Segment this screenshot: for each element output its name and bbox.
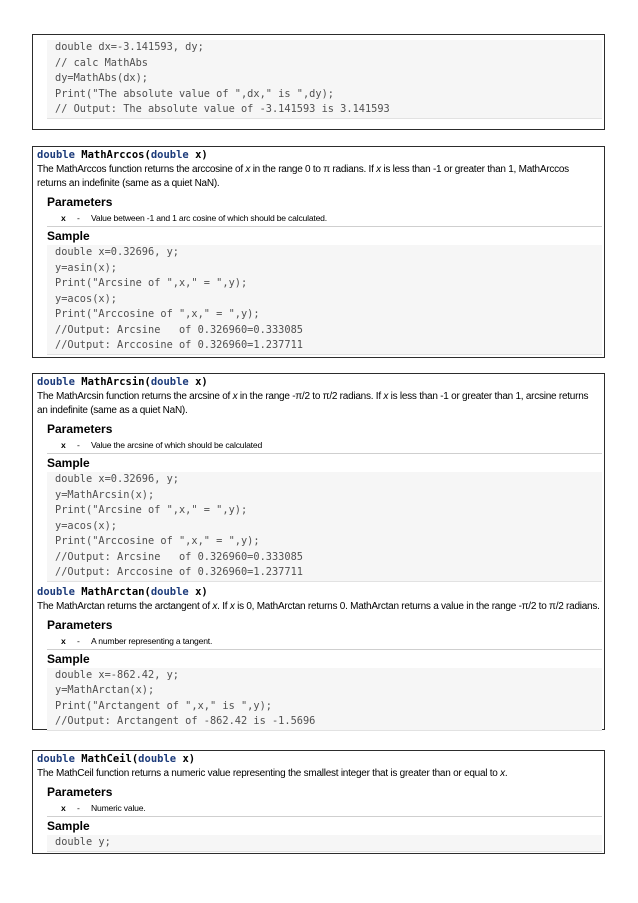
parameter-name: x	[61, 213, 66, 223]
text-span: .	[504, 768, 508, 779]
code-line: Print("Arccosine of ",x," = ",y);	[55, 308, 260, 320]
parameter-row	[33, 438, 604, 453]
text-span: The MathArcsin function returns the arcsine of	[37, 391, 233, 402]
param-name: x)	[195, 585, 208, 598]
param-type: double	[150, 149, 189, 161]
text-span: is less than -1 or greater than 1, MathArccos returns an indefinite (same as a quiet NaN).	[37, 164, 569, 189]
code-line: double x=0.32696, y;	[55, 473, 179, 485]
parameter-row	[33, 634, 604, 649]
sample-heading: Sample	[47, 229, 90, 243]
code-line: //Output: Arctangent of -862.42 is -1.5696	[55, 715, 316, 727]
parameter-row	[33, 801, 604, 816]
function-signature	[33, 584, 604, 599]
return-type: double	[37, 585, 75, 598]
function-description	[33, 599, 604, 614]
text-span: -	[77, 213, 80, 223]
function-name: MathArcsin	[81, 376, 145, 388]
parameters-heading: Parameters	[47, 785, 113, 799]
text-span: -	[77, 803, 80, 813]
parameters-heading: Parameters	[47, 195, 113, 209]
text-span: -	[77, 440, 80, 450]
code-sample	[47, 668, 602, 731]
function-name: MathArccos	[81, 149, 145, 161]
text-span: (	[144, 585, 151, 598]
code-sample	[47, 835, 602, 852]
parameter-description: Value between -1 and 1 arc cosine of which should be calculated.	[91, 213, 327, 223]
parameter-description: A number representing a tangent.	[91, 635, 213, 646]
parameter-name: x	[61, 803, 66, 813]
code-line: double x=-862.42, y;	[55, 668, 179, 681]
code-line: dy=MathAbs(dx);	[55, 72, 148, 84]
text-span: . If	[217, 600, 230, 612]
text-span: x	[500, 768, 505, 779]
parameter-name: x	[61, 440, 66, 450]
code-line: // calc MathAbs	[55, 56, 148, 69]
text-span: (	[131, 753, 139, 765]
text-span: x	[232, 391, 238, 402]
function-signature	[33, 374, 604, 389]
code-line: y=MathArcsin(x);	[55, 488, 155, 501]
parameter-description: Value the arcsine of which should be calculated	[91, 440, 263, 450]
text-span: The MathCeil function returns a numeric value representing the smallest integer that is greater than or equal to	[37, 768, 501, 779]
sample-heading: Sample	[47, 456, 90, 470]
function-signature	[33, 751, 604, 766]
code-line: double x=0.32696, y;	[55, 246, 179, 258]
function-description	[33, 389, 604, 418]
parameter-description: Numeric value.	[91, 803, 146, 813]
text-span: in the range -π/2 to π/2 radians. If	[237, 391, 384, 402]
code-line: // Output: The absolute value of -3.141593 is 3.141593	[55, 103, 390, 115]
mathceil-entry	[32, 750, 605, 854]
code-sample	[47, 245, 602, 355]
code-line: Print("Arctangent of ",x," is ",y);	[55, 699, 272, 712]
mathabs-sample-box	[32, 34, 605, 130]
parameters-heading: Parameters	[47, 422, 113, 436]
code-line: y=asin(x);	[55, 261, 117, 274]
parameter-name: x	[61, 635, 66, 646]
code-line: double dx=-3.141593, dy;	[55, 41, 204, 53]
sample-heading: Sample	[47, 651, 90, 666]
return-type: double	[37, 753, 75, 765]
param-name: x)	[195, 149, 208, 161]
param-type: double	[150, 376, 189, 388]
code-line: //Output: Arccosine of 0.326960=1.237711	[55, 339, 303, 351]
text-span: The MathArctan returns the arctangent of	[37, 600, 213, 612]
param-type: double	[150, 585, 189, 598]
function-signature	[33, 147, 604, 162]
code-line: //Output: Arcsine of 0.326960=0.333085	[55, 323, 303, 336]
code-line: Print("Arccosine of ",x," = ",y);	[55, 535, 260, 547]
parameter-row	[33, 211, 604, 226]
sample-heading: Sample	[47, 819, 90, 833]
code-line: Print("The absolute value of ",dx," is ",dy);	[55, 87, 334, 100]
param-name: x)	[195, 376, 208, 388]
code-line: y=MathArctan(x);	[55, 684, 155, 696]
matharcsin-matharctan-box	[32, 373, 605, 730]
text-span: x	[212, 600, 218, 612]
text-span: The MathArccos function returns the arccosine of	[37, 164, 246, 175]
code-line: //Output: Arccosine of 0.326960=1.237711	[55, 566, 303, 578]
return-type: double	[37, 376, 75, 388]
param-name: x)	[182, 753, 196, 765]
function-description	[33, 162, 604, 191]
return-type: double	[37, 149, 75, 161]
function-name: MathArctan	[81, 585, 145, 598]
code-sample	[47, 40, 602, 119]
text-span: x	[229, 600, 235, 612]
code-line: double y;	[55, 836, 111, 848]
text-span: x	[383, 391, 389, 402]
code-line: Print("Arcsine of ",x," = ",y);	[55, 277, 248, 289]
function-description	[33, 766, 604, 781]
code-line: y=acos(x);	[55, 519, 117, 532]
code-line: Print("Arcsine of ",x," = ",y);	[55, 504, 248, 516]
text-span: is 0, MathArctan returns 0. MathArctan returns a value in the range -π/2 to π/2 radians.	[234, 600, 600, 612]
matharcsin-entry	[33, 374, 604, 582]
code-line: y=acos(x);	[55, 292, 117, 305]
text-span: is less than -1 or greater than 1, arcsine returns an indefinite (same as a quiet NaN).	[37, 391, 589, 416]
text-span: -	[77, 635, 80, 646]
text-span: x	[376, 164, 381, 175]
parameters-heading: Parameters	[47, 617, 113, 632]
text-span: in the range 0 to π radians. If	[250, 164, 377, 175]
code-sample	[47, 472, 602, 582]
text-span: x	[245, 164, 251, 175]
param-type: double	[138, 753, 177, 765]
matharccos-entry	[32, 146, 605, 358]
matharctan-entry	[33, 584, 604, 731]
code-line: //Output: Arcsine of 0.326960=0.333085	[55, 550, 303, 563]
function-name: MathCeil	[81, 753, 132, 765]
text-span: (	[144, 149, 151, 161]
text-span: (	[144, 376, 151, 388]
